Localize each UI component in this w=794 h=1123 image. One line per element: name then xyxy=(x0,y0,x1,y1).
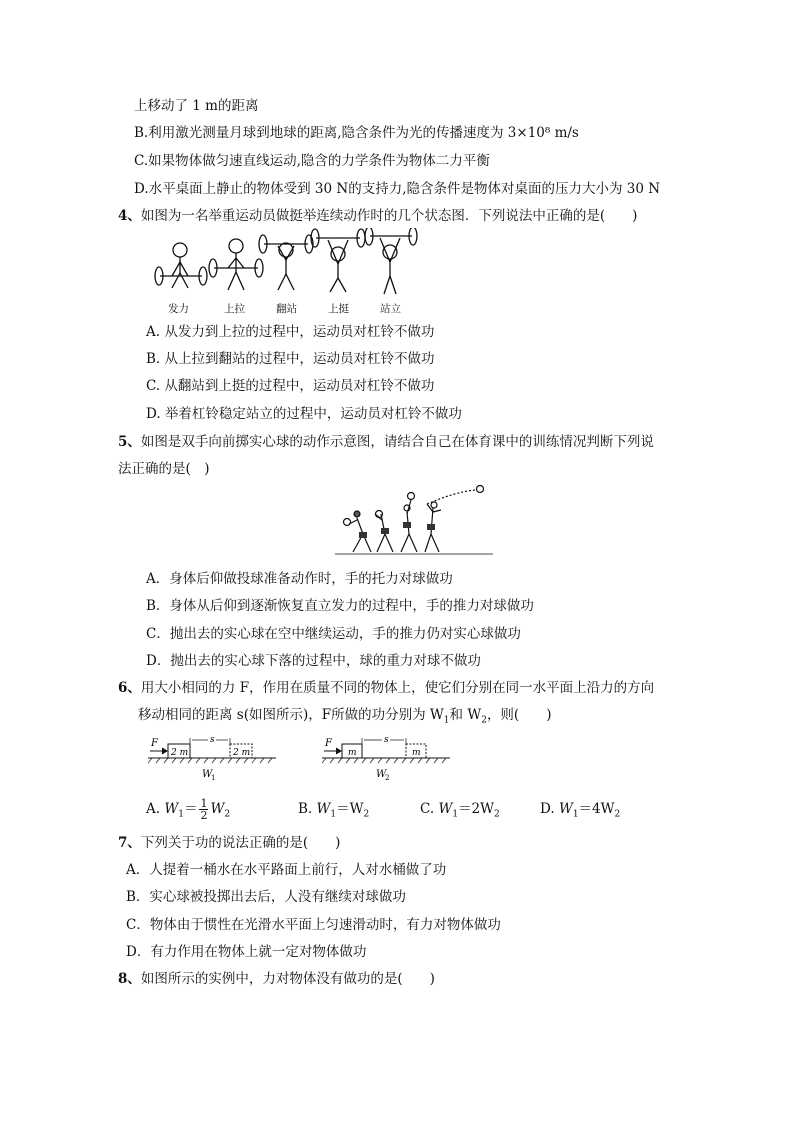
q6-a-fraction xyxy=(199,798,208,821)
q6-b-letter: B. xyxy=(298,801,313,817)
caption-zhanli: 站立 xyxy=(380,303,401,315)
q4-stem-line xyxy=(118,207,637,225)
fig1-force-label: F xyxy=(151,738,158,749)
q6-a-rhs: W xyxy=(210,801,225,817)
q6-d-s2: 2 xyxy=(614,809,621,820)
fig1-block2-label: 2 m xyxy=(233,748,251,758)
q7-option-a: A．人提着一桶水在水平路面上前行，人对水桶做了功 xyxy=(126,862,447,878)
q7-number: 7、 xyxy=(118,835,141,851)
q7-stem: 下列关于功的说法正确的是( ) xyxy=(140,835,341,851)
fig2-force-label: F xyxy=(325,738,332,749)
q6-b-a: W xyxy=(316,801,331,817)
weightlifter-figure xyxy=(150,228,420,300)
q8-stem: 如图所示的实例中，力对物体没有做功的是( ) xyxy=(140,971,435,987)
q4-option-c: C. 从翻站到上挺的过程中，运动员对杠铃不做功 xyxy=(146,378,435,394)
q4-number: 4、 xyxy=(118,208,141,224)
q6-c-a: W xyxy=(438,801,453,817)
q6-figure-1 xyxy=(148,732,278,782)
fig1-w-sub: 1 xyxy=(211,774,216,782)
q7-option-d: D．有力作用在物体上就一定对物体做功 xyxy=(126,944,367,960)
q4-option-b: B. 从上拉到翻站的过程中，运动员对杠铃不做功 xyxy=(146,351,435,367)
caption-shangla: 上拉 xyxy=(224,303,245,315)
q8-number: 8、 xyxy=(118,971,141,987)
q5-option-a: A．身体后仰做投球准备动作时，手的托力对球做功 xyxy=(146,571,453,587)
q5-number: 5、 xyxy=(118,434,141,450)
q6-d-letter: D. xyxy=(540,801,555,817)
q6-c-s2: 2 xyxy=(494,809,500,820)
q6-c-b: ＝2W xyxy=(458,801,495,817)
fig1-dist-label: s xyxy=(210,735,215,745)
q6-c-letter: C. xyxy=(420,801,435,817)
caption-fanzhan: 翻站 xyxy=(276,303,297,315)
q6-number: 6、 xyxy=(118,680,141,696)
q5-stem-line1 xyxy=(118,433,654,451)
q6-stem2-a: 移动相同的距离 s(如图所示)，F所做的功分别为 W xyxy=(138,707,444,723)
q5-option-b: B．身体从后仰到逐渐恢复直立发力的过程中，手的推力对球做功 xyxy=(146,598,534,614)
q7-option-b: B．实心球被投掷出去后，人没有继续对球做功 xyxy=(126,889,406,905)
shot-throw-figure xyxy=(335,484,495,559)
q3-option-a-tail: 上移动了 1 m的距离 xyxy=(134,98,259,114)
fig2-block-label: m xyxy=(348,748,357,758)
q4-option-d: D. 举着杠铃稳定站立的过程中，运动员对杠铃不做功 xyxy=(146,406,462,422)
q6-stem2-e: ，则( ) xyxy=(486,707,552,723)
q6-b-s1: 1 xyxy=(330,809,337,820)
q6-stem2-c: 和 W xyxy=(449,707,482,723)
q5-option-d: D．抛出去的实心球下落的过程中，球的重力对球不做功 xyxy=(146,653,481,669)
q6-a-eq: ＝ xyxy=(183,801,198,817)
q7-stem-line xyxy=(118,834,340,852)
q6-d-b: ＝4W xyxy=(578,801,615,817)
q6-b-s2: 2 xyxy=(363,809,370,820)
fig1-block-label: 2 m xyxy=(171,748,189,758)
q6-figure-2 xyxy=(322,732,452,782)
q6-a-letter: A. xyxy=(146,801,161,817)
fig2-w-label: W xyxy=(376,769,387,780)
q6-d-s1: 1 xyxy=(572,809,579,820)
q5-stem2: 法正确的是( ) xyxy=(118,461,210,477)
q6-option-d xyxy=(540,800,620,824)
fig1-w-label: W xyxy=(202,769,213,780)
q6-stem2-sub2: 2 xyxy=(481,715,487,726)
q6-b-b: ＝W xyxy=(336,801,364,817)
q6-stem-line2 xyxy=(138,706,551,730)
fig2-dist-label: s xyxy=(384,735,389,745)
caption-fali: 发力 xyxy=(168,303,189,315)
q6-option-b xyxy=(298,800,369,824)
q4-option-a: A. 从发力到上拉的过程中，运动员对杠铃不做功 xyxy=(146,324,435,340)
q6-stem-line1 xyxy=(118,679,654,697)
q5-option-c: C．抛出去的实心球在空中继续运动，手的推力仍对实心球做功 xyxy=(146,626,521,642)
q3-option-d: D.水平桌面上静止的物体受到 30 N的支持力,隐含条件是物体对桌面的压力大小为 30 N xyxy=(134,181,661,197)
fig2-w-sub: 2 xyxy=(385,774,390,782)
q6-option-c xyxy=(420,800,500,824)
q6-stem1: 用大小相同的力 F，作用在质量不同的物体上，使它们分别在同一水平面上沿力的方向 xyxy=(140,680,655,696)
caption-shangting: 上挺 xyxy=(328,303,349,315)
q8-stem-line xyxy=(118,970,435,988)
q7-option-c: C．物体由于惯性在光滑水平面上匀速滑动时，有力对物体做功 xyxy=(126,917,501,933)
q6-a-lsub: 1 xyxy=(178,809,184,820)
q6-a-num: 1 xyxy=(200,797,208,810)
q6-a-den: 2 xyxy=(200,809,208,822)
q6-d-a: W xyxy=(558,801,573,817)
fig2-block2-label: m xyxy=(412,748,421,758)
q3-option-b: B.利用激光测量月球到地球的距离,隐含条件为光的传播速度为 3×10⁸ m/s xyxy=(134,125,579,141)
q6-option-a xyxy=(146,798,230,824)
q4-stem: 如图为一名举重运动员做挺举连续动作时的几个状态图．下列说法中正确的是( ) xyxy=(140,208,638,224)
q6-stem2-sub1: 1 xyxy=(443,715,450,726)
q6-a-rsub: 2 xyxy=(224,809,231,820)
q5-stem1: 如图是双手向前掷实心球的动作示意图，请结合自己在体育课中的训练情况判断下列说 xyxy=(140,434,654,450)
q6-c-s1: 1 xyxy=(452,809,459,820)
q6-a-lhs: W xyxy=(164,801,179,817)
q3-option-c: C.如果物体做匀速直线运动,隐含的力学条件为物体二力平衡 xyxy=(134,153,490,169)
